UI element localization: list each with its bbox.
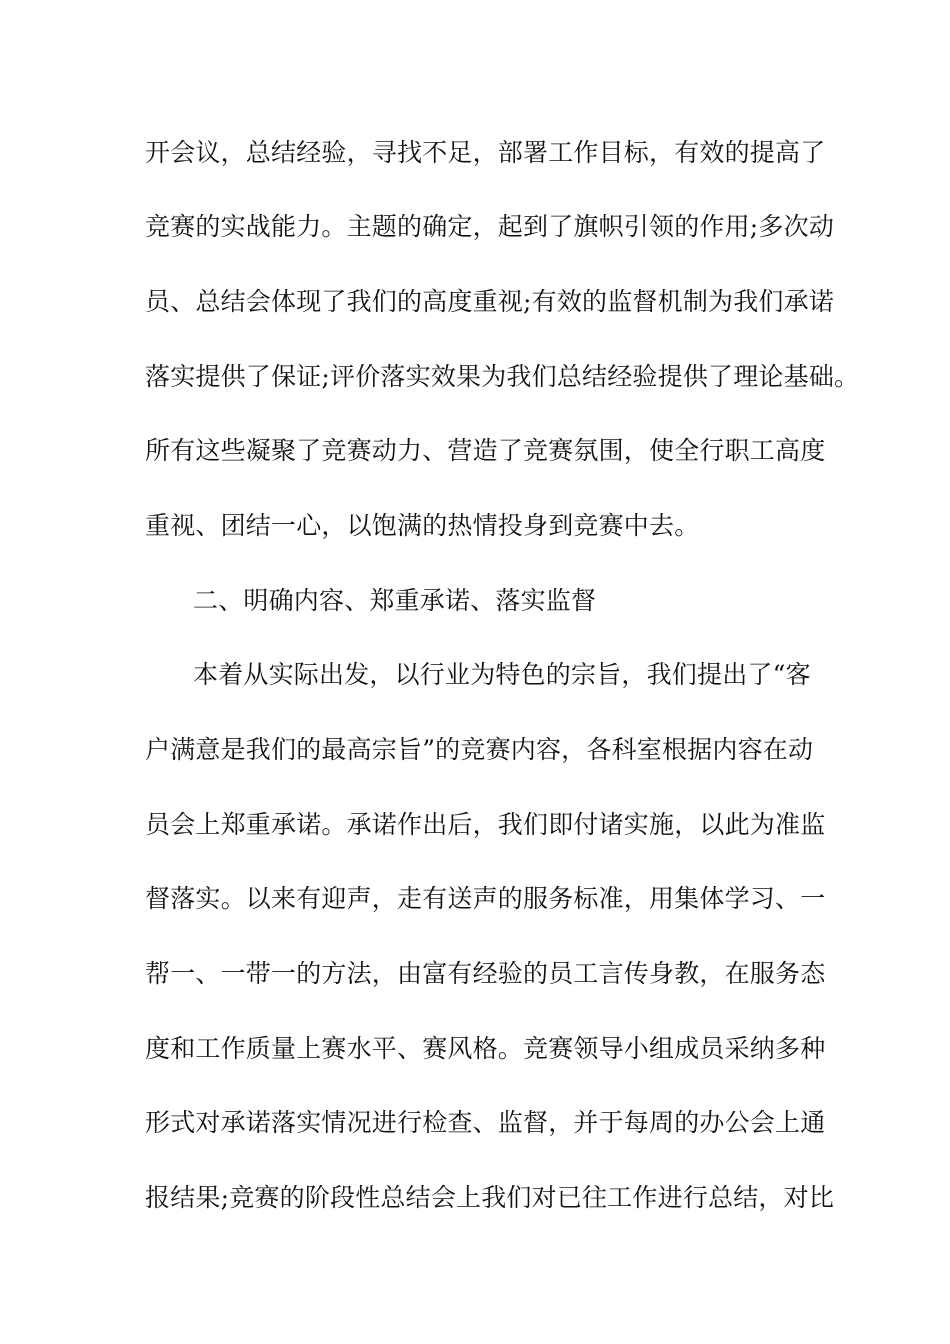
text-line: 帮一、一带一的方法，由富有经验的员工言传身教，在服务态 [145, 959, 826, 988]
text-line: 形式对承诺落实情况进行检查、监督，并于每周的办公会上通 [145, 1108, 826, 1137]
text-line: 落实提供了保证;评价落实效果为我们总结经验提供了理论基础。 [145, 362, 860, 391]
text-line: 重视、团结一心，以饱满的热情投身到竞赛中去。 [145, 511, 700, 540]
text-line: 督落实。以来有迎声，走有送声的服务标准，用集体学习、一 [145, 884, 826, 913]
text-line: 度和工作质量上赛水平、赛风格。竞赛领导小组成员采纳多种 [145, 1034, 826, 1063]
text-line: 本着从实际出发，以行业为特色的宗旨，我们提出了“客 [193, 660, 811, 689]
text-line: 户满意是我们的最高宗旨”的竞赛内容，各科室根据内容在动 [145, 735, 814, 764]
text-line: 开会议，总结经验，寻找不足，部署工作目标，有效的提高了 [145, 138, 826, 167]
text-line: 报结果;竞赛的阶段性总结会上我们对已往工作进行总结，对比 [145, 1183, 835, 1212]
text-line: 所有这些凝聚了竞赛动力、营造了竞赛氛围，使全行职工高度 [145, 436, 826, 465]
text-line: 员会上郑重承诺。承诺作出后，我们即付诸实施，以此为准监 [145, 810, 826, 839]
text-line: 员、总结会体现了我们的高度重视;有效的监督机制为我们承诺 [145, 287, 835, 316]
text-line: 竞赛的实战能力。主题的确定，起到了旗帜引领的作用;多次动 [145, 212, 835, 241]
section-heading: 二、明确内容、郑重承诺、落实监督 [193, 586, 597, 615]
